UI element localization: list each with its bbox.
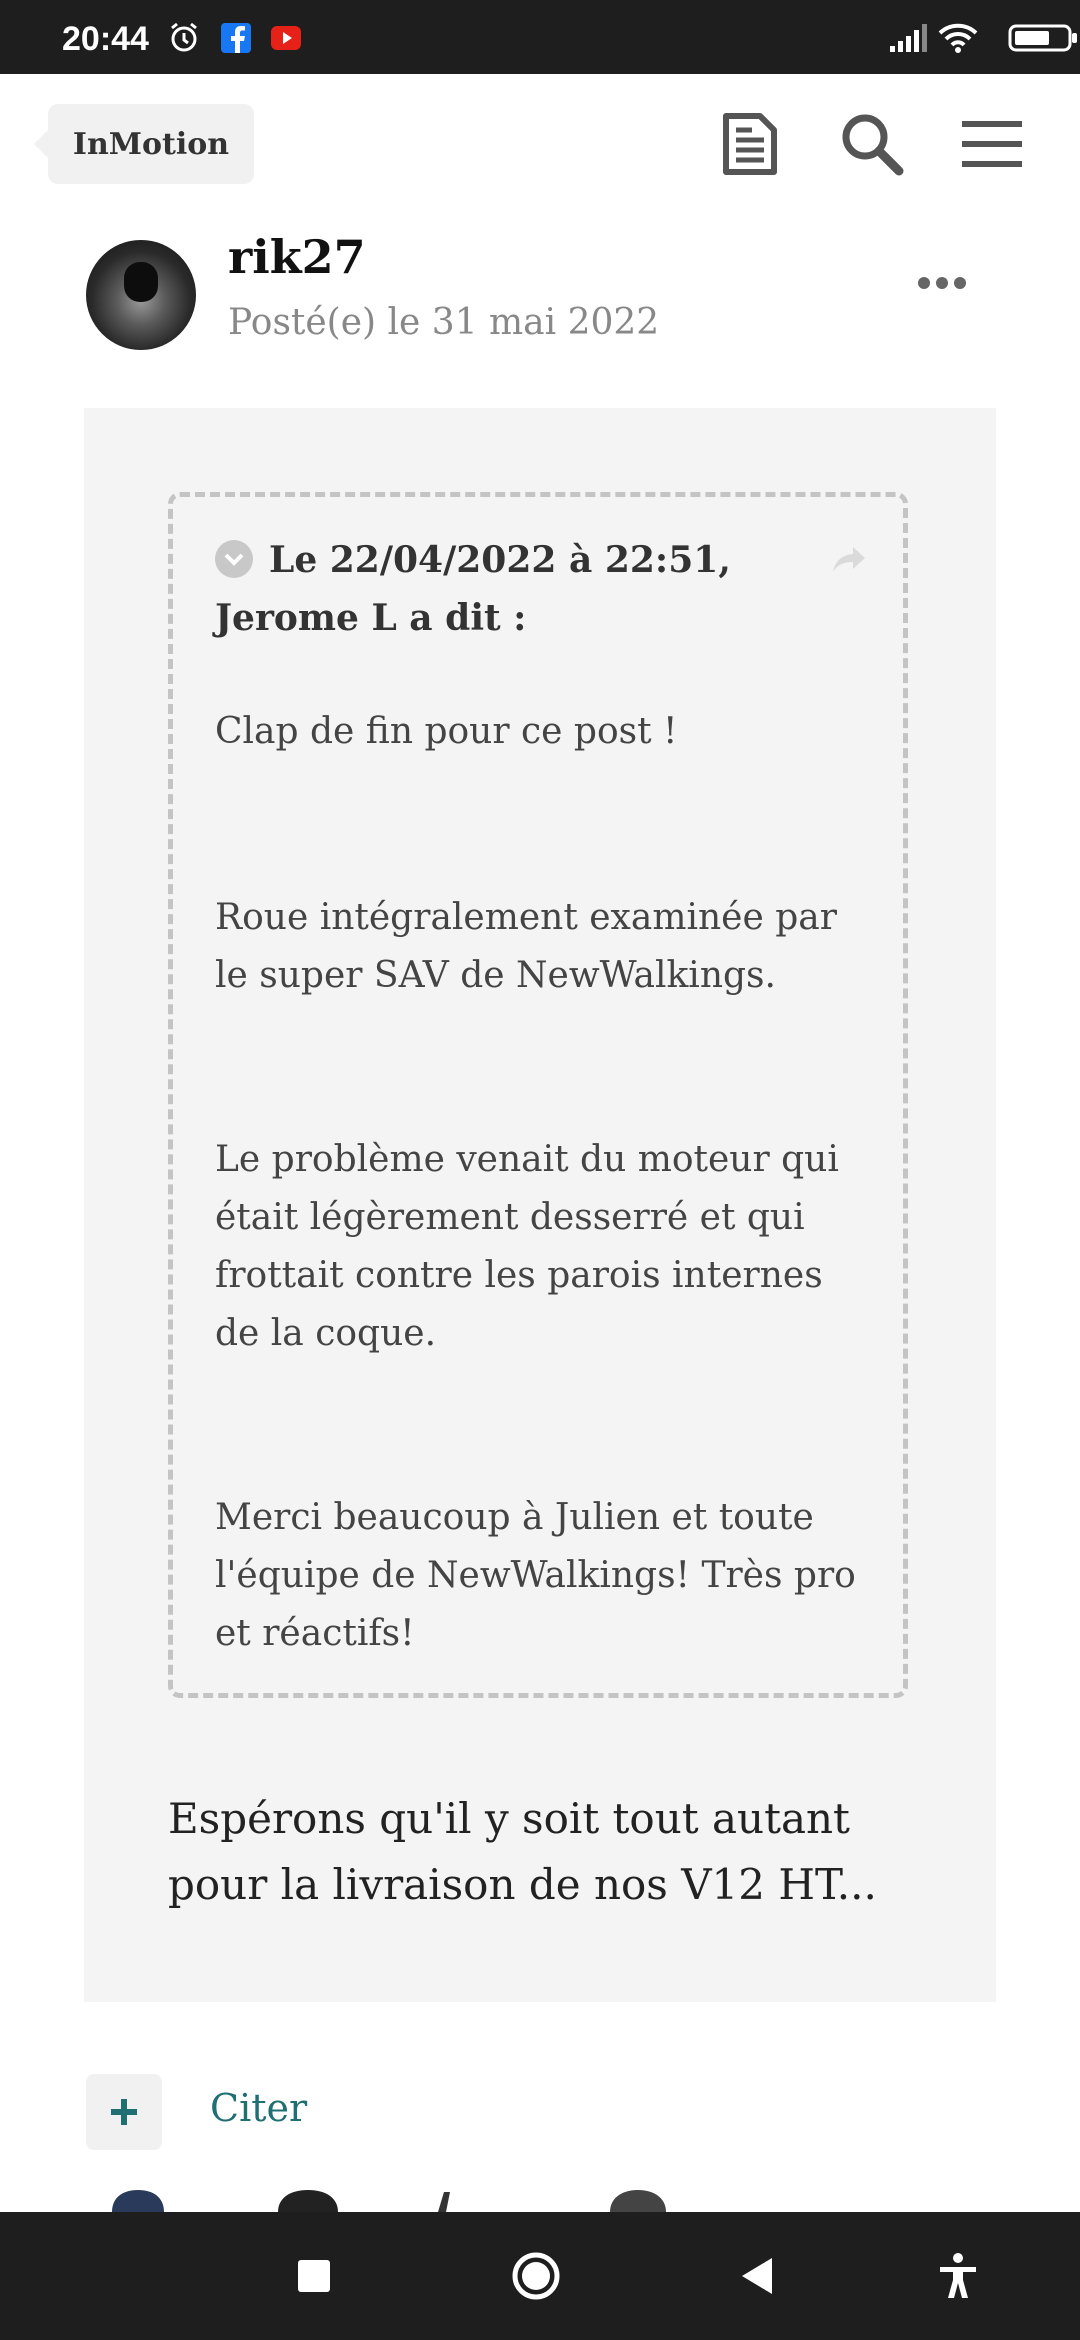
quote-attribution [215,531,861,647]
plus-icon [108,2096,140,2128]
react-plus-button[interactable] [86,2074,162,2150]
system-navigation-bar [0,2212,1080,2340]
quote-paragraph: Merci beaucoup à Julien et toute l'équipe de NewWalkings! Très pro et réactifs! [215,1497,856,1654]
breadcrumb-inmotion[interactable]: InMotion [48,104,254,184]
next-post-avatars-peek [0,2188,1080,2212]
document-icon[interactable] [716,110,784,178]
recent-apps-icon[interactable] [288,2250,340,2302]
quote-paragraph: Clap de fin pour ce post ! [215,711,678,752]
quote-button[interactable]: Citer [210,2086,308,2130]
more-options-icon[interactable] [912,268,972,298]
battery-icon [1008,22,1080,54]
status-bar [0,0,1080,74]
quote-attribution-text: Le 22/04/2022 à 22:51, Jerome L a dit : [215,539,731,639]
back-icon[interactable] [732,2250,784,2302]
home-icon[interactable] [510,2250,562,2302]
accessibility-icon[interactable] [932,2250,984,2302]
facebook-icon [220,22,252,54]
quote-paragraph: Roue intégralement examinée par le super SAV de NewWalkings. [215,897,837,996]
youtube-icon [270,22,302,54]
quote-collapse-icon[interactable] [215,540,253,578]
reply-text: Espérons qu'il y soit tout autant pour la livraison de nos V12 HT... [168,1794,877,1909]
top-navigation [0,74,1080,214]
alarm-icon [168,22,200,54]
quote-block [168,492,908,1698]
post-content [84,408,996,2002]
signal-icon [888,22,932,54]
author-name[interactable]: rik27 [228,230,366,284]
wifi-icon [936,22,980,54]
quote-paragraph: Le problème venait du moteur qui était légèrement desserré et qui frottait contre les parois internes de la coque. [215,1139,839,1354]
share-arrow-icon[interactable] [829,539,869,579]
post-date: Posté(e) le 31 mai 2022 [228,302,660,343]
search-icon[interactable] [838,110,906,178]
menu-icon[interactable] [958,110,1026,178]
author-avatar[interactable] [86,240,196,350]
status-time: 20:44 [62,20,149,58]
